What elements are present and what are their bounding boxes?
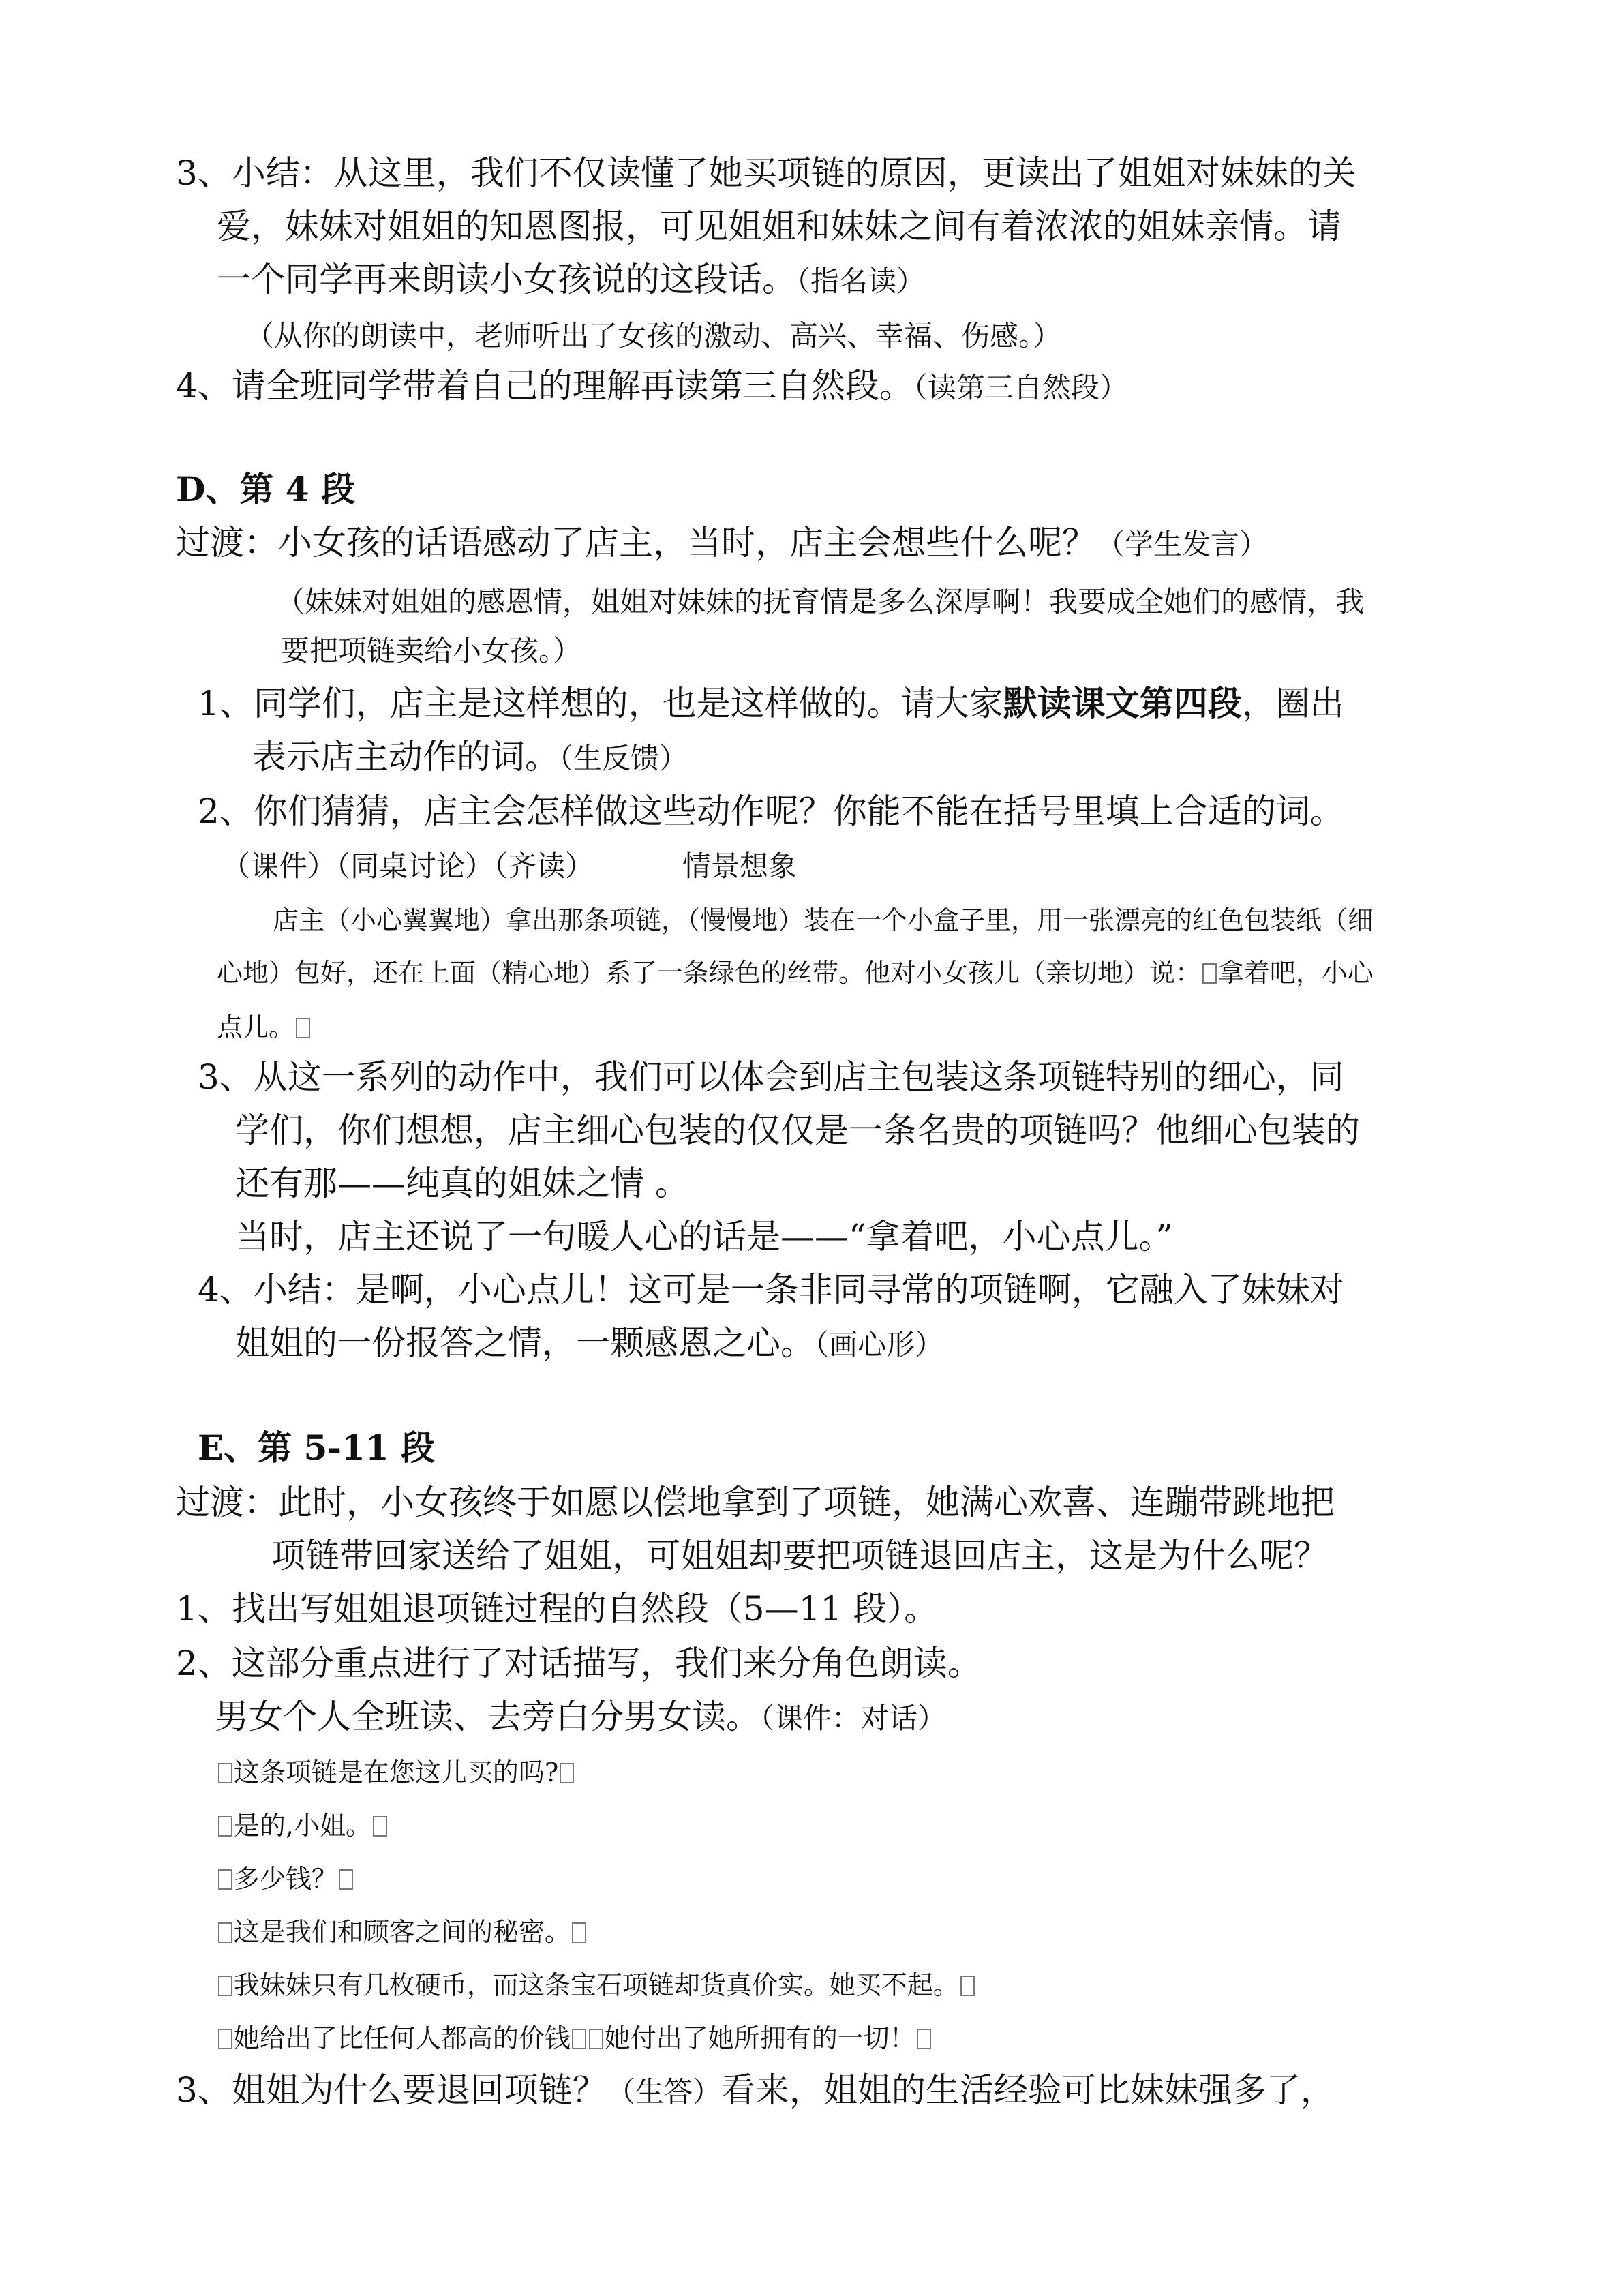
- section-d-step-4-line-2: 姐姐的一份报答之情，一颗感恩之心。（画心形）: [235, 1323, 944, 1363]
- section-d-answer-line-2: 要把项链卖给小女孩。）: [281, 634, 582, 667]
- missing-glyph-box: [1202, 963, 1217, 984]
- missing-glyph-box: [373, 1816, 387, 1837]
- section-e-step-1: 1、找出写姐姐退项链过程的自然段（5—11 段）。: [176, 1589, 939, 1629]
- section-d-heading: D、第 4 段: [176, 469, 355, 509]
- section-d-step-1-line-1: 1、同学们，店主是这样想的，也是这样做的。请大家默读课文第四段，圈出: [198, 683, 1344, 723]
- missing-glyph-box: [339, 1869, 353, 1890]
- missing-glyph-box: [917, 2029, 931, 2049]
- missing-glyph-box: [218, 2029, 232, 2049]
- dialogue-line: 她给出了比任何人都高的价钱 她付出了她所拥有的一切！: [217, 2023, 932, 2055]
- section-e-heading: E、第 5-11 段: [198, 1428, 436, 1468]
- section-e-transition-line-2: 项链带回家送给了姐姐，可姐姐却要把项链退回店主，这是为什么呢？: [271, 1536, 1328, 1575]
- section-d-step-1-line-2: 表示店主动作的词。（生反馈）: [252, 737, 688, 776]
- dialogue-line: 这条项链是在您这儿买的吗?: [217, 1757, 575, 1789]
- section-d-step-3-line-2: 学们，你们想想，店主细心包装的仅仅是一条名贵的项链吗？他细心包装的: [235, 1111, 1360, 1150]
- missing-glyph-box: [960, 1976, 975, 1996]
- missing-glyph-box: [218, 1976, 232, 1996]
- missing-glyph-box: [218, 1922, 232, 1943]
- missing-glyph-box: [296, 1018, 310, 1038]
- step-4-reread: 4、请全班同学带着自己的理解再读第三自然段。（读第三自然段）: [176, 366, 1128, 406]
- missing-glyph-box: [572, 2029, 586, 2049]
- missing-glyph-box: [560, 1763, 574, 1783]
- summary-3-line-1: 3、小结：从这里，我们不仅读懂了她买项链的原因，更读出了姐姐对妹妹的关: [176, 153, 1356, 193]
- dialogue-line: 多少钱？: [217, 1864, 354, 1895]
- summary-3-line-3: 一个同学再来朗读小女孩说的这段话。（指名读）: [217, 260, 926, 299]
- section-d-transition: 过渡：小女孩的话语感动了店主，当时，店主会想些什么呢？（学生发言）: [176, 523, 1269, 562]
- section-d-step-4-line-1: 4、小结：是啊，小心点儿！这可是一条非同寻常的项链啊，它融入了妹妹对: [198, 1270, 1344, 1310]
- scene-text-line-2: 心地）包好，还在上面（精心地）系了一条绿色的丝带。他对小女孩儿（亲切地）说： 拿着吧，小心: [217, 958, 1374, 988]
- scene-text-line-3: 点儿。: [217, 1012, 312, 1044]
- dialogue-line: 这是我们和顾客之间的秘密。: [217, 1917, 588, 1948]
- missing-glyph-box: [218, 1816, 232, 1837]
- missing-glyph-box: [218, 1869, 232, 1890]
- section-d-step-2-notes: （课件）（同桌讨论）（齐读） 情景想象: [222, 849, 798, 883]
- missing-glyph-box: [218, 1763, 232, 1783]
- missing-glyph-box: [572, 1922, 586, 1943]
- summary-3-line-2: 爱，妹妹对姐姐的知恩图报，可见姐姐和妹妹之间有着浓浓的姐妹亲情。请: [217, 207, 1341, 246]
- section-e-transition-line-1: 过渡：此时，小女孩终于如愿以偿地拿到了项链，她满心欢喜、连蹦带跳地把: [176, 1483, 1335, 1522]
- section-d-step-2: 2、你们猜猜，店主会怎样做这些动作呢？你能不能在括号里填上合适的词。: [198, 791, 1344, 831]
- section-d-answer-line-1: （妹妹对姐姐的感恩情，姐姐对妹妹的抚育情是多么深厚啊！我要成全她们的感情，我: [276, 585, 1365, 618]
- section-d-step-3-line-3: 还有那——纯真的姐妹之情 。: [235, 1164, 689, 1203]
- section-d-step-3-line-1: 3、从这一系列的动作中，我们可以体会到店主包装这条项链特别的细心，同: [198, 1057, 1344, 1097]
- section-e-step-2: 2、这部分重点进行了对话描写，我们来分角色朗读。: [176, 1644, 982, 1683]
- scene-text-line-1: 店主（小心翼翼地）拿出那条项链，（慢慢地）装在一个小盒子里，用一张漂亮的红色包装纸（细: [273, 905, 1374, 935]
- dialogue-line: 我妹妹只有几枚硬币，而这条宝石项链却货真价实。她买不起。: [217, 1970, 976, 2002]
- dialogue-line: 是的,小姐。: [217, 1811, 389, 1842]
- teacher-note: （从你的朗读中，老师听出了女孩的激动、高兴、幸福、伤感。）: [245, 319, 1062, 352]
- section-d-step-3-line-4: 当时，店主还说了一句暖人心的话是——“拿着吧，小心点儿。”: [235, 1217, 1174, 1256]
- missing-glyph-box: [589, 2029, 603, 2049]
- section-e-step-2-method: 男女个人全班读、去旁白分男女读。（课件：对话）: [215, 1697, 947, 1736]
- section-e-step-3: 3、姐姐为什么要退回项链？（生答）看来，姐姐的生活经验可比妹妹强多了，: [176, 2070, 1335, 2110]
